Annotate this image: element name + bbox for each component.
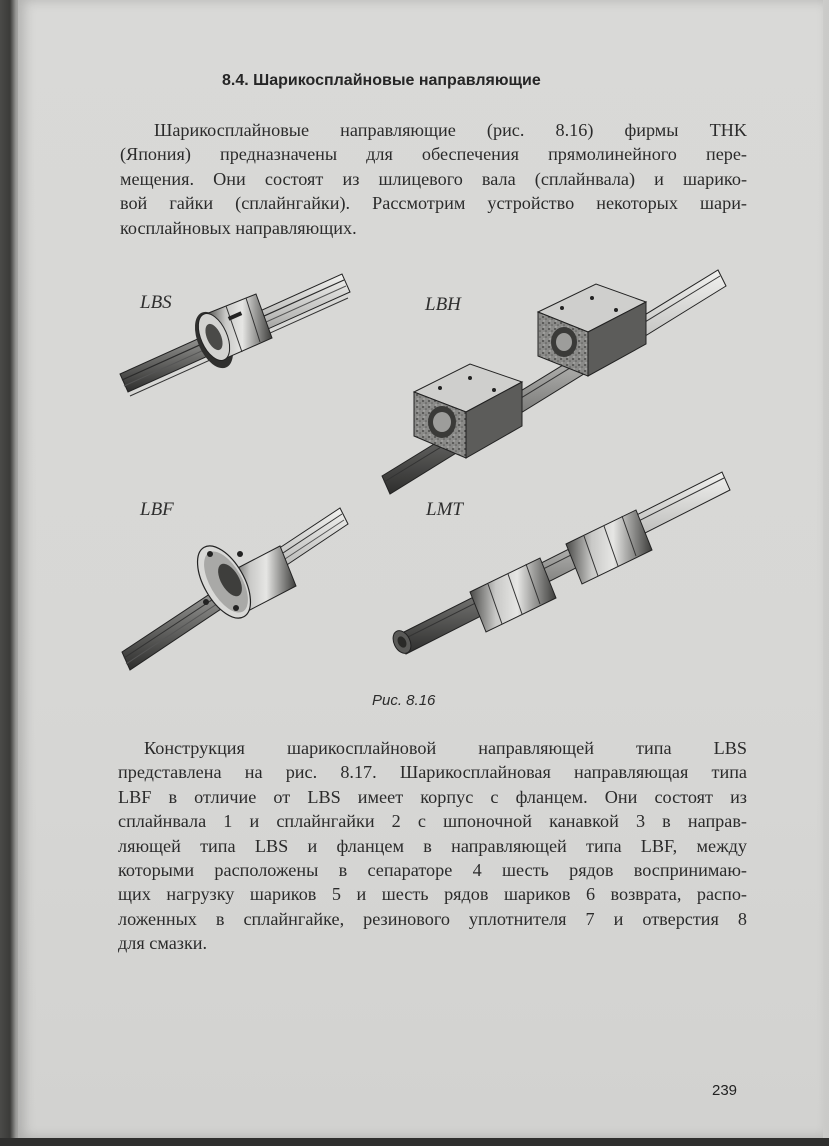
page-bottom-edge <box>0 1138 829 1146</box>
text-line: LBF в отличие от LBS имеет корпус с фланцем. Они состоят из <box>118 786 747 807</box>
figure-caption: Рис. 8.16 <box>372 692 436 709</box>
label-lbf: LBF <box>140 499 174 520</box>
text-line: ложенных в сплайнгайке, резинового уплотнителя 7 и отверстия 8 <box>118 908 747 929</box>
text-line: (Япония) предназначены для обеспечения прямолинейного пере- <box>120 144 747 165</box>
text-line: которыми расположены в сепараторе 4 шесть рядов воспринимаю- <box>118 859 747 880</box>
text-line: мещения. Они состоят из шлицевого вала (сплайнвала) и шарико- <box>120 168 747 189</box>
body-paragraph <box>118 736 747 956</box>
text-line: щих нагрузку шариков 5 и шесть рядов шариков 6 возврата, распо- <box>118 884 747 905</box>
label-lbs: LBS <box>140 292 172 313</box>
section-heading: 8.4. Шарикосплайновые направляющие <box>222 72 541 89</box>
intro-paragraph <box>120 118 747 240</box>
text-line: косплайновых направляющих. <box>120 217 357 238</box>
text-line: Шарикосплайновые направляющие (рис. 8.16) фирмы THK <box>154 120 747 140</box>
label-lmt: LMT <box>426 499 463 520</box>
label-lbh: LBH <box>425 294 461 315</box>
text-line: сплайнвала 1 и сплайнгайки 2 с шпоночной канавкой 3 в направ- <box>118 811 747 832</box>
text-line: для смазки. <box>118 933 208 954</box>
page-number: 239 <box>712 1082 738 1099</box>
text-line: вой гайки (сплайнгайки). Рассмотрим устройство некоторых шари- <box>120 193 747 214</box>
figure-8-16 <box>110 262 740 682</box>
spline-guides-illustration <box>110 262 740 682</box>
text-line: представлена на рис. 8.17. Шарикосплайновая направляющая типа <box>118 762 747 783</box>
text-line: Конструкция шарикосплайновой направляющей типа LBS <box>144 738 747 758</box>
text-line: ляющей типа LBS и фланцем в направляющей типа LBF, между <box>118 835 747 856</box>
lbf-unit <box>122 508 348 670</box>
